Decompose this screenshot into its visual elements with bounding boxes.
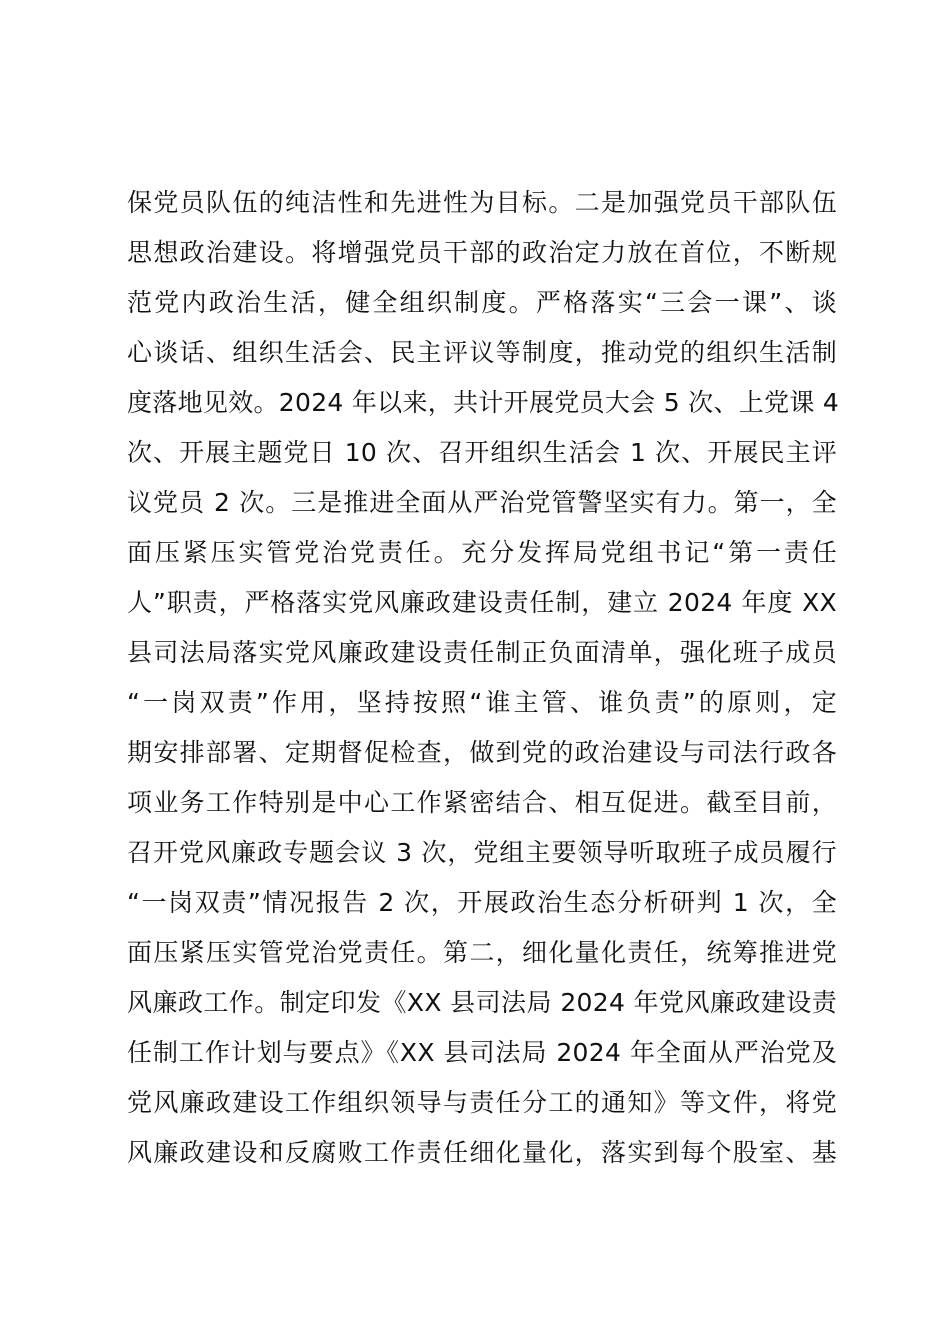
text-line: 度落地见效。2024 年以来，共计开展党员大会 5 次、上党课 4 xyxy=(127,388,840,417)
text-line: 期安排部署、定期督促检查，做到党的政治建设与司法行政各 xyxy=(127,738,837,767)
text-line: 风廉政工作。制定印发《XX 县司法局 2024 年党风廉政建设责 xyxy=(127,988,837,1017)
text-line: 心谈话、组织生活会、民主评议等制度，推动党的组织生活制 xyxy=(127,338,837,367)
text-line: 任制工作计划与要点》《XX 县司法局 2024 年全面从严治党及 xyxy=(127,1038,837,1067)
text-line: “一岗双责”情况报告 2 次，开展政治生态分析研判 1 次，全 xyxy=(127,888,837,917)
text-line: 范党内政治生活，健全组织制度。严格落实“三会一课”、谈 xyxy=(127,288,837,317)
text-line: 保党员队伍的纯洁性和先进性为目标。二是加强党员干部队伍 xyxy=(127,188,837,217)
text-line: 思想政治建设。将增强党员干部的政治定力放在首位，不断规 xyxy=(127,238,837,267)
text-line: 面压紧压实管党治党责任。第二，细化量化责任，统筹推进党 xyxy=(127,938,837,967)
text-line: 党风廉政建设工作组织领导与责任分工的通知》等文件，将党 xyxy=(127,1088,837,1117)
body-paragraph xyxy=(127,178,840,1178)
text-line: 风廉政建设和反腐败工作责任细化量化，落实到每个股室、基 xyxy=(127,1138,837,1167)
text-line: 项业务工作特别是中心工作紧密结合、相互促进。截至目前， xyxy=(127,788,837,817)
text-line: 次、开展主题党日 10 次、召开组织生活会 1 次、开展民主评 xyxy=(127,438,837,467)
text-line: 召开党风廉政专题会议 3 次，党组主要领导听取班子成员履行 xyxy=(127,838,837,867)
text-line: 议党员 2 次。三是推进全面从严治党管警坚实有力。第一，全 xyxy=(127,488,837,517)
text-line: 人”职责，严格落实党风廉政建设责任制，建立 2024 年度 XX xyxy=(127,588,837,617)
text-line: 面压紧压实管党治党责任。充分发挥局党组书记“第一责任 xyxy=(127,538,837,567)
text-line: 县司法局落实党风廉政建设责任制正负面清单，强化班子成员 xyxy=(127,638,837,667)
text-line: “一岗双责”作用，坚持按照“谁主管、谁负责”的原则，定 xyxy=(127,688,837,717)
